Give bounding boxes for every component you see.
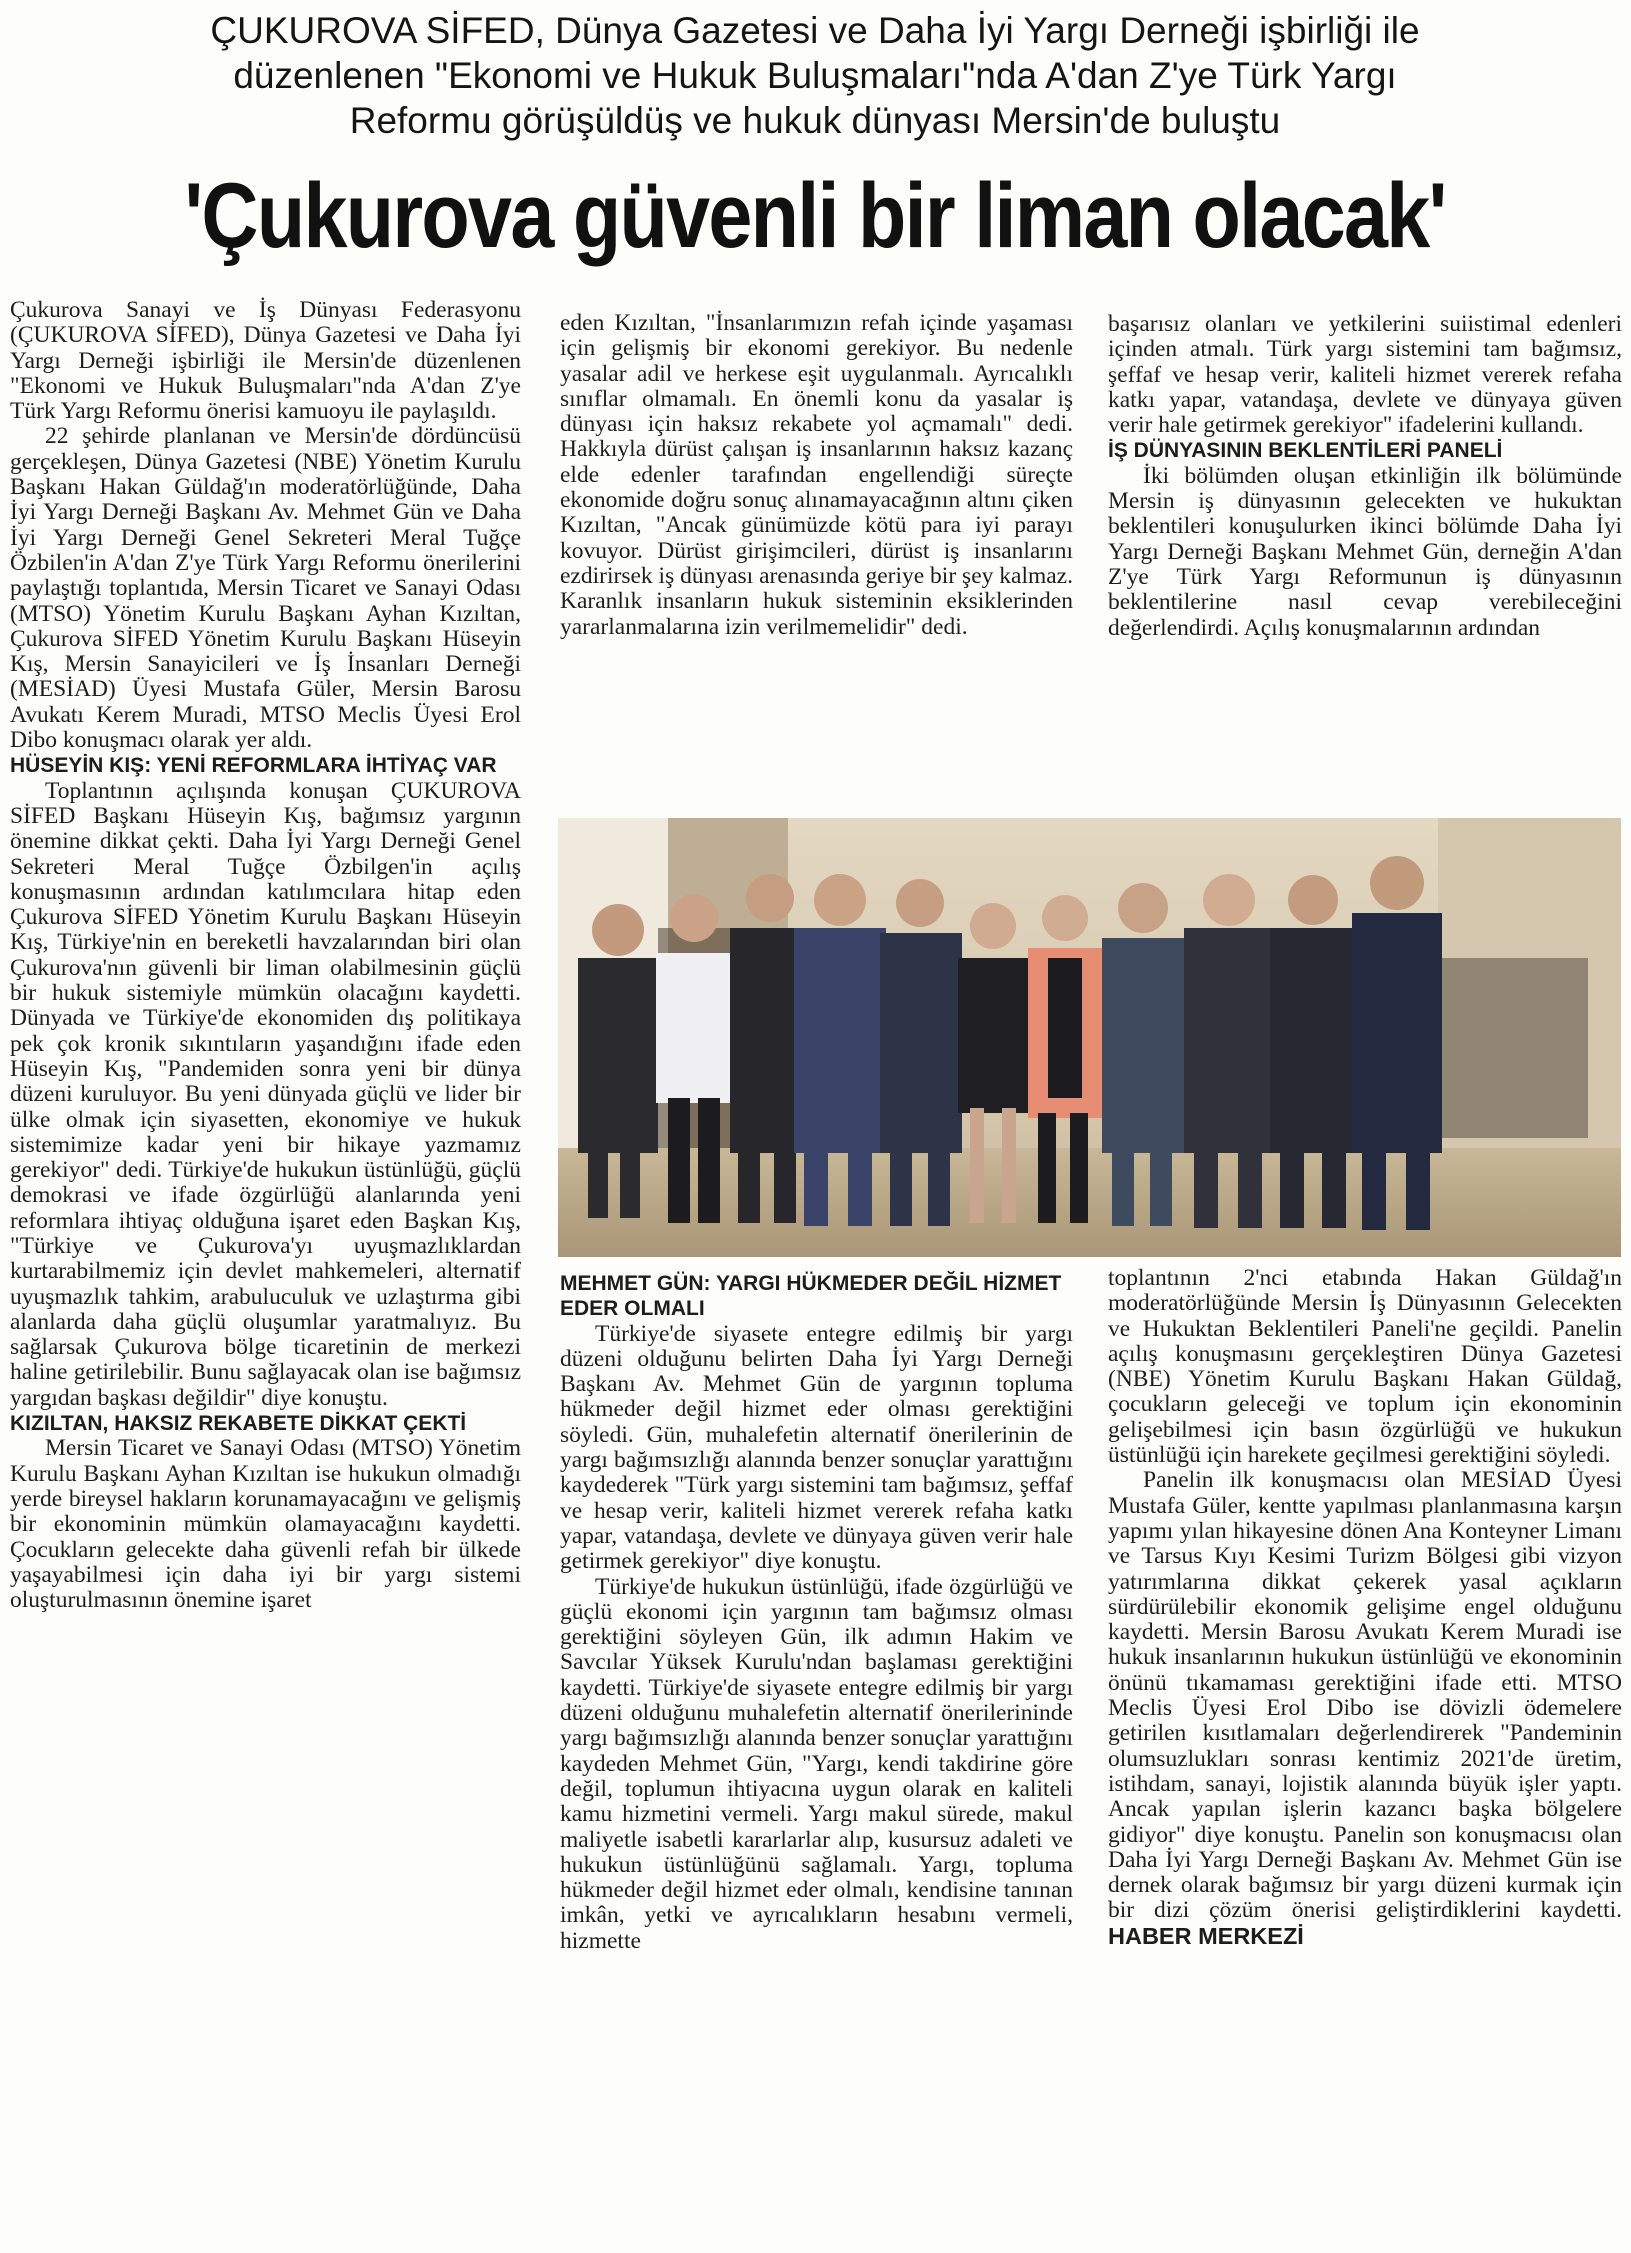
body-paragraph [1108,464,1622,641]
article-column-1 [10,298,521,1613]
kicker [60,8,1570,143]
paragraph-text: İki bölümden oluşan etkinliğin ilk bölümünde Mersin iş dünyasının gelecekten ve hukuktan beklentileri konuşulurken ikinci bölümde Daha İyi Yargı Derneği Başkanı Mehmet Gün, derneğin A'dan Z'ye Türk Yargı Reformunun iş dünyasının beklentilerine nasıl cevap verebileceğini değerlendirdi. Açılış konuşmalarının ardından [1108,462,1622,641]
byline: HABER MERKEZİ [1108,1922,1304,1949]
section-heading-text: İŞ DÜNYASININ BEKLENTİLERİ PANELİ [1108,439,1503,463]
body-paragraph [1108,312,1622,438]
kicker-line: düzenlenen "Ekonomi ve Hukuk Buluşmaları"nda A'dan Z'ye Türk Yargı [233,55,1397,96]
section-heading-text: MEHMET GÜN: YARGI HÜKMEDER DEĞİL HİZMET EDER OLMALI [560,1272,1062,1321]
body-paragraph [10,779,521,1411]
section-heading-text: HÜSEYİN KIŞ: YENİ REFORMLARA İHTİYAÇ VAR [10,754,497,778]
paragraph-text: Panelin ilk konuşmacısı olan MESİAD Üyesi Mustafa Güler, kentte yapılması planlanmasına karşın yapımı yılan hikayesine dönen Ana Konteyner Limanı ve Tarsus Kıyı Kesimi Turizm Bölgesi gibi vizyon yatırımlarına dikkat çekerek yasal açıkların sürdürülebilir ekonomik gelişime engel olduğunu kaydetti. Mersin Barosu Avukatı Kerem Muradi ise hukuk insanlarının hukukun üstünlüğü ve ekonominin önünü tıkamaması gerektiğini ifade etti. MTSO Meclis Üyesi Erol Dibo ise dövizli ödemelere getirilen kısıtlamaları değerlendirerek "Pandeminin olumsuzlukları sonrası kentimiz 2021'de üretim, istihdam, sanayi, lojistik alanında büyük işler yaptı. Ancak yapılan işlerin kazancı başka bölgelere gidiyor" diye konuştu. Panelin son konuşmacısı olan Daha İyi Yargı Derneği Başkanı Av. Mehmet Gün ise dernek olarak bağımsız bir yargı düzeni kurmak için bir dizi çözüm önerisi geliştirdiklerini kaydetti. [1108,1467,1622,1924]
section-heading [560,1271,1073,1322]
paragraph-text: Mersin Ticaret ve Sanayi Odası (MTSO) Yönetim Kurulu Başkanı Ayhan Kızıltan ise hukukun olmadığı yerde bireysel hakların korunamayacağını ve gelişmiş bir ekonominin mümkün olamayacağını kaydetti. Çocukların gelecekte daha güvenli refah bir ülkede yaşayabilmesi için daha iyi bir yargı sistemi oluşturulmasının önemine işaret [10,1435,521,1614]
body-paragraph [10,1436,521,1613]
paragraph-text: eden Kızıltan, "İnsanlarımızın refah içinde yaşaması için gelişmiş bir ekonomi gerekiyor. Bu nedenle yasalar adil ve herkese eşit uygulanmalı. Ayrıcalıklı sınıflar olmamalı. En önemli konu da yasalar iş dünyası için haksız rekabete yol açmamalı" dedi. Hakkıyla dürüst çalışan iş insanlarının haksız kazanç elde edenler tarafından engellendiği süreçte ekonomide doğru sonuç alınamayacağının altını çiken Kızıltan, "Ancak günümüzde kötü para iyi parayı kovuyor. Dürüst girişimcileri, dürüst iş insanlarını ezdirirsek iş dünyası arenasında geriye bir şey kalmaz. Karanlık insanların hukuk sisteminin eksiklerinden yararlanmalarına izin verilmemelidir" dedi. [560,310,1073,640]
kicker-line: Reformu görüşüldüş ve hukuk dünyası Mersin'de buluştu [349,100,1281,141]
section-heading [1108,438,1622,463]
group-photo [558,818,1621,1257]
paragraph-text: toplantının 2'nci etabında Hakan Güldağ'ın moderatörlüğünde Mersin İş Dünyasının Gelecekten ve Hukuktan Beklentileri Paneli'ne geçildi. Panelin açılış konuşmasını gerçekleştiren Dünya Gazetesi (NBE) Yönetim Kurulu Başkanı Hakan Güldağ, çocukların geleceği ve toplum için ekonominin gelişebilmesi için basın özgürlüğü ve hukukun üstünlüğü için harekete geçilmesi gerektiğini söyledi. [1108,1265,1622,1469]
body-paragraph [1108,1468,1622,1950]
paragraph-text: 22 şehirde planlanan ve Mersin'de dördüncüsü gerçekleşen, Dünya Gazetesi (NBE) Yönetim Kurulu Başkanı Hakan Güldağ'ın moderatörlüğünde, Daha İyi Yargı Derneği Başkanı Av. Mehmet Gün ve Daha İyi Yargı Derneği Genel Sekreteri Meral Tuğçe Özbilen'in A'dan Z'ye Türk Yargı Reformu önerilerini paylaştığı toplantıda, Mersin Ticaret ve Sanayi Odası (MTSO) Yönetim Kurulu Başkanı Ayhan Kızıltan, Çukurova SİFED Yönetim Kurulu Başkanı Hüseyin Kış, Mersin Sanayicileri ve İş İnsanları Derneği (MESİAD) Üyesi Mustafa Güler, Mersin Barosu Avukatı Kerem Muradi, MTSO Meclis Üyesi Erol Dibo konuşmacı olarak yer aldı. [10,423,521,754]
group-photo-image [558,818,1621,1257]
paragraph-text: Çukurova Sanayi ve İş Dünyası Federasyonu (ÇUKUROVA SİFED), Dünya Gazetesi ve Daha İyi Yargı Derneği işbirliği ile Mersin'de düzenlenen "Ekonomi ve Hukuk Buluşmaları"nda A'dan Z'ye Türk Yargı Reformu önerisi kamuoyu ile paylaşıldı. [10,297,521,425]
article-column-3 [1108,312,1622,641]
article-column-3-bottom [1108,1266,1622,1950]
body-paragraph [560,311,1073,640]
body-paragraph [560,1575,1073,1954]
article-column-2-bottom [560,1271,1073,1954]
body-paragraph [10,298,521,424]
section-heading [10,753,521,778]
paragraph-text: Türkiye'de siyasete entegre edilmiş bir yargı düzeni olduğunu belirten Daha İyi Yargı Derneği Başkanı Av. Mehmet Gün de yargının topluma hükmeder değil hizmet eder olması gerektiğini söyledi. Gün, muhalefetin alternatif önerilerinin de yargı bağımsızlığı alanında benzer sonuçlar yarattığını kaydederek "Türk yargı sistemini tam bağımsız, şeffaf ve hesap verir, kaliteli hizmet vererek refaha katkı yapar, vatandaşa, devlete ve dünyaya güven verir hale getirmek gerekiyor" diye konuştu. [560,1320,1073,1575]
body-paragraph [560,1322,1073,1575]
body-paragraph [1108,1266,1622,1468]
section-heading-text: KIZILTAN, HAKSIZ REKABETE DİKKAT ÇEKTİ [10,1412,467,1436]
kicker-line: ÇUKUROVA SİFED, Dünya Gazetesi ve Daha İyi Yargı Derneği işbirliği ile [210,10,1420,51]
paragraph-text: Toplantının açılışında konuşan ÇUKUROVA SİFED Başkanı Hüseyin Kış, bağımsız yargının önemine dikkat çekti. Daha İyi Yargı Derneği Genel Sekreteri Meral Tuğçe Özbilgen'in açılış konuşmasının ardından katılımcılara hitap eden Çukurova SİFED Yönetim Kurulu Başkanı Hüseyin Kış, Türkiye'nin en bereketli havzalarından biri olan Çukurova'nın güvenli bir liman olabilmesinin güçlü bir hukuk sistemiyle mümkün olacağını kaydetti. Dünyada ve Türkiye'de ekonomiden dış politikaya pek çok kronik sıkıntıların yaşandığını ifade eden Hüseyin Kış, "Pandemiden sonra yeni bir dünya düzeni kuruluyor. Bu yeni dünyada güçlü ve lider bir ülke olmak için siyasetten, ekonomiye ve hukuk sistemimize kadar yeni bir hikaye yazmamız gerekiyor" dedi. Türkiye'de hukukun üstünlüğü, güçlü demokrasi ve ifade özgürlüğü alanlarında yeni reformlara ihtiyaç olduğuna işaret eden Başkan Kış, "Türkiye ve Çukurova'yı uyuşmazlıklardan kurtarabilmemiz için devlet mahkemeleri, alternatif uyuşmazlık tahkim, arabuluculuk ve uzlaştırma gibi alanlarda daha güçlü oluşumlar yaratmalıyız. Bu sağlarsak Çukurova bölge ticaretinin de merkezi haline getirilebilir. Bunu sağlayacak olan ise bağımsız yargıdan başkası değildir" diye konuştu. [10,777,521,1411]
paragraph-text: Türkiye'de hukukun üstünlüğü, ifade özgürlüğü ve güçlü ekonomi için yargının tam bağımsız olması gerektiğini söyleyen Gün, ilk adımın Hakim ve Savcılar Yüksek Kurulu'ndan başlaması gerektiğini kaydetti. Türkiye'de siyasete entegre edilmiş bir yargı düzeni olduğunu muhalefetin alternatif önerilerininde yargı bağımsızlığı alanında benzer sonuçlar yarattığını kaydeden Mehmet Gün, "Yargı, kendi takdirine göre değil, toplumun ihtiyacına uygun olarak en kaliteli kamu hizmetini vermeli. Yargı makul sürede, makul maliyetle isabetli kararlarlar alıp, kusursuz adaleti ve hukukun üstünlüğünü sağlamalı. Yargı, topluma hükmeder değil hizmet eder olmalı, kendisine tanınan imkân, yetki ve ayrıcalıkların hesabını vermeli, hizmette [560,1573,1073,1954]
body-paragraph [10,424,521,753]
section-heading [10,1411,521,1436]
paragraph-text: başarısız olanları ve yetkilerini suiistimal edenleri içinden atmalı. Türk yargı sistemini tam bağımsız, şeffaf ve hesap verir, kaliteli hizmet vererek refaha katkı yapar, vatandaşa, devlete ve dünyaya güven verir hale getirmek gerekiyor" ifadelerini kullandı. [1108,311,1622,439]
headline: 'Çukurova güvenli bir liman olacak' [184,165,1446,267]
article-column-2 [560,311,1073,640]
